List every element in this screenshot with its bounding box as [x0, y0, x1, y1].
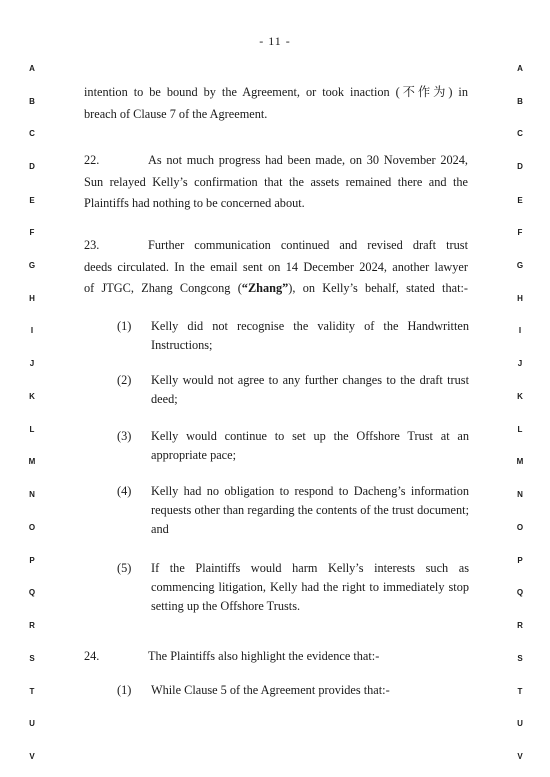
margin-letter-left: D — [29, 162, 35, 171]
margin-letter-left: Q — [28, 588, 36, 597]
margin-letter-left: B — [29, 97, 35, 106]
margin-letter-right: A — [517, 64, 523, 73]
margin-letter-left: O — [28, 523, 36, 532]
margin-letter-right: Q — [516, 588, 524, 597]
list-number: (1) — [117, 319, 132, 333]
margin-letter-left: T — [29, 687, 35, 696]
margin-letter-right: L — [517, 425, 523, 434]
margin-letter-right: I — [518, 326, 522, 335]
page-number: - 11 - — [259, 34, 291, 48]
list-number: (1) — [117, 683, 132, 697]
margin-letter-right: E — [517, 196, 523, 205]
paragraph-number: 22. — [84, 153, 100, 167]
margin-letter-right: G — [516, 261, 524, 270]
list-item — [117, 681, 469, 700]
list-number: (2) — [117, 373, 132, 387]
margin-letter-left: M — [28, 457, 36, 466]
margin-letter-left: C — [29, 129, 35, 138]
paragraph-text: Further communication continued and revised draft trust — [148, 238, 468, 252]
list-text: Kelly had no obligation to respond to Dacheng’s information requests other than regarding the contents of the trust document; and — [151, 484, 469, 536]
margin-letter-left: L — [29, 425, 35, 434]
margin-letter-right: S — [517, 654, 523, 663]
continuation-line: breach of Clause 7 of the Agreement. — [84, 106, 268, 121]
continuation-paragraph — [84, 82, 468, 125]
paragraph-22 — [84, 150, 468, 215]
list-number: (3) — [117, 429, 132, 443]
margin-letter-left: J — [29, 359, 35, 368]
margin-letter-right: U — [517, 719, 523, 728]
margin-letter-right: K — [517, 392, 523, 401]
paragraph-text: of JTGC, Zhang Congcong ( — [84, 281, 242, 295]
list-item — [117, 482, 469, 539]
paragraph-text: The Plaintiffs also highlight the evidence that:- — [148, 649, 380, 663]
margin-letter-left: U — [29, 719, 35, 728]
margin-letter-left: F — [29, 228, 35, 237]
margin-letter-right: O — [516, 523, 524, 532]
margin-letter-left: N — [29, 490, 35, 499]
paragraph-number: 23. — [84, 238, 100, 252]
margin-letter-left: H — [29, 294, 35, 303]
paragraph-number: 24. — [84, 649, 100, 663]
paragraph-text: ), on Kelly’s behalf, stated that:- — [288, 281, 468, 295]
paragraph-text: As not much progress had been made, on 30 November 2024, — [148, 153, 468, 167]
margin-letter-left: G — [28, 261, 36, 270]
margin-letter-right: F — [517, 228, 523, 237]
list-item — [117, 559, 469, 616]
list-item — [117, 317, 469, 355]
margin-letter-right: P — [517, 556, 523, 565]
margin-letter-right: C — [517, 129, 523, 138]
paragraph-22-first-line — [84, 150, 468, 172]
margin-letter-left: I — [30, 326, 34, 335]
list-text: While Clause 5 of the Agreement provides that:- — [151, 683, 390, 697]
margin-letter-left: R — [29, 621, 35, 630]
paragraph-line — [84, 278, 468, 300]
margin-letter-right: N — [517, 490, 523, 499]
paragraph-line: Sun relayed Kelly’s confirmation that the assets remained there and the — [84, 174, 468, 189]
margin-letter-right: T — [517, 687, 523, 696]
margin-letter-right: V — [517, 752, 523, 761]
margin-letter-left: A — [29, 64, 35, 73]
paragraph-24-first-line — [84, 646, 468, 668]
list-text: Kelly would not agree to any further changes to the draft trust deed; — [151, 373, 469, 406]
paragraph-23-first-line — [84, 235, 468, 257]
margin-letter-left: P — [29, 556, 35, 565]
continuation-line: intention to be bound by the Agreement, or took inaction (不作为) in — [84, 85, 468, 99]
margin-letter-left: K — [29, 392, 35, 401]
margin-letter-right: R — [517, 621, 523, 630]
paragraph-line: deeds circulated. In the email sent on 14 December 2024, another lawyer — [84, 259, 468, 274]
margin-letter-right: M — [516, 457, 524, 466]
paragraph-23 — [84, 235, 468, 300]
list-number: (4) — [117, 484, 132, 498]
list-item — [117, 371, 469, 409]
margin-letter-left: V — [29, 752, 35, 761]
margin-letter-right: B — [517, 97, 523, 106]
margin-letter-right: D — [517, 162, 523, 171]
margin-letter-left: E — [29, 196, 35, 205]
list-number: (5) — [117, 561, 132, 575]
margin-letter-left: S — [29, 654, 35, 663]
margin-letter-right: J — [517, 359, 523, 368]
margin-letter-right: H — [517, 294, 523, 303]
paragraph-line: Plaintiffs had nothing to be concerned about. — [84, 196, 305, 210]
defined-term: “Zhang” — [241, 281, 289, 295]
paragraph-24 — [84, 646, 468, 668]
list-text: Kelly would continue to set up the Offshore Trust at an appropriate pace; — [151, 429, 469, 462]
list-text: If the Plaintiffs would harm Kelly’s interests such as commencing litigation, Kelly had the right to immediately stop setting up the Offshore Trusts. — [151, 561, 469, 613]
list-text: Kelly did not recognise the validity of the Handwritten Instructions; — [151, 319, 469, 352]
list-item — [117, 427, 469, 465]
